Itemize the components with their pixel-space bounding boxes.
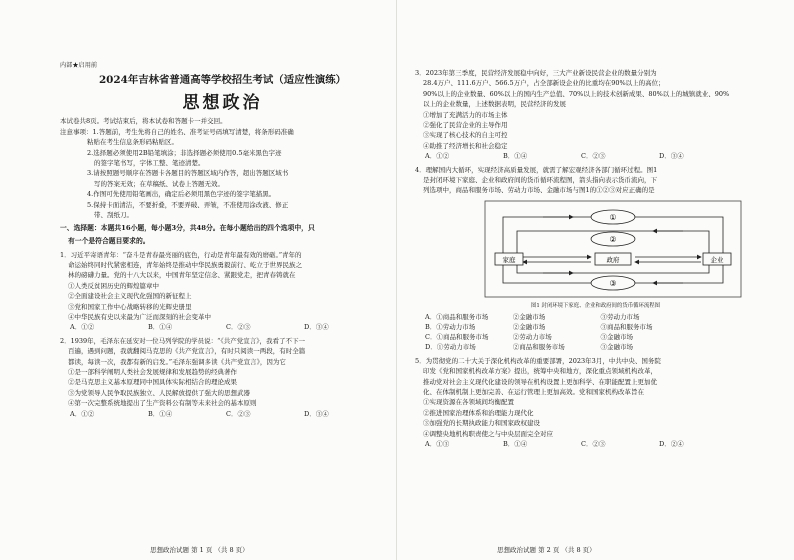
option-a-2: ②金融市场 bbox=[512, 312, 546, 321]
option-c-3: ③金融市场 bbox=[600, 333, 633, 342]
question-stem: 推动党对社会主义现代化建设的领导在机构设置上更加科学、在职能配置上更加优 bbox=[423, 377, 657, 386]
notice-line: 注意事项：1.答题前，考生先将自己的姓名、准考证号码填写清楚，将条形码准确 bbox=[60, 127, 294, 136]
answer-options bbox=[415, 439, 776, 449]
question-stem: 化、在体制机制上更加完善、在运行管理上更加高效。党和国家机构改革旨在 bbox=[423, 387, 644, 396]
enterprise-label: 企业 bbox=[710, 255, 724, 264]
notice-line: 写的答案无效；在草稿纸、试卷上答题无效。 bbox=[94, 179, 224, 188]
question-item: ③党和国家工作中心战略转移的光辉史册里 bbox=[68, 302, 192, 311]
question-item: ②全面建设社会主义现代化强国的新征程上 bbox=[68, 292, 192, 301]
option-c: C．②③ bbox=[226, 323, 251, 332]
option-b-3: ③商品和服务市场 bbox=[600, 323, 653, 332]
answer-options bbox=[60, 409, 385, 419]
option-d-2: ②商品和服务市场 bbox=[512, 343, 565, 352]
option-b: B．①④ bbox=[148, 323, 173, 332]
option-d: D．③④ bbox=[304, 323, 329, 332]
subject-title: 思想政治 bbox=[182, 93, 263, 114]
household-label: 家庭 bbox=[502, 255, 516, 264]
question-stem: 1．习近平寄语青年：“奋斗是青春最亮丽的底色，行动是青年最有效的磨砺。”青年的 bbox=[60, 250, 302, 259]
question-stem: 百遍，遇到问题，我就翻阅马克思的《共产党宣言》，有时只阅读一两段，有时全篇 bbox=[68, 347, 306, 356]
question-item: ①实现资源在各领域间均衡配置 bbox=[423, 398, 514, 407]
figure-caption: 图1 封闭环境下家庭、企业和政府间的货币循环流程图 bbox=[530, 302, 661, 309]
question-5 bbox=[415, 356, 776, 450]
question-stem: 是封闭环境下家庭、企业和政府间的货币循环流程图，箭头指向表示货币流向，下 bbox=[423, 176, 657, 185]
exam-intro: 本试卷共8页。考试结束后，将本试卷和答题卡一并交回。 bbox=[60, 117, 227, 126]
market-1-label: ① bbox=[609, 212, 617, 222]
answer-options bbox=[60, 322, 385, 332]
question-stem: 2．1939年，毛泽东在延安对一位马列学院的学员说：“《共产党宣言》，我看了不下一 bbox=[60, 336, 306, 345]
option-b: B．①④ bbox=[503, 439, 528, 448]
option-c-1: C．①商品和服务市场 bbox=[425, 333, 489, 342]
option-d: D．②④ bbox=[659, 439, 684, 448]
money-flow-svg bbox=[483, 199, 743, 299]
option-b: B．①④ bbox=[503, 152, 528, 161]
question-3 bbox=[415, 68, 776, 162]
question-item: ①是一部科学阐明人类社会发展规律和发展趋势的经典著作 bbox=[68, 367, 237, 376]
question-stem: 印发《党和国家机构改革方案》提出，统筹中央和地方，深化重点领域机构改革， bbox=[423, 367, 657, 376]
question-item: ②是马克思主义基本原理同中国具体实际相结合的理论成果 bbox=[68, 378, 237, 387]
government-label: 政府 bbox=[606, 255, 620, 264]
question-stem: 林的磅礴力量。党的十八大以来，中国青年坚定信念、紧跟党走，把青春铸就在 bbox=[68, 271, 296, 280]
question-stem: 4．理解国内大循环，实现经济高质量发展，就需了解宏观经济各部门循环过程。图1 bbox=[415, 165, 658, 174]
confidential-tag: 内部★启用前 bbox=[60, 62, 98, 69]
question-stem: 列选项中，商品和服务市场、劳动力市场、金融市场与图1的①②③对应正确的是 bbox=[423, 186, 655, 195]
question-2 bbox=[60, 336, 385, 419]
option-a-1: A．①商品和服务市场 bbox=[425, 312, 489, 321]
option-c: C．②③ bbox=[226, 409, 251, 418]
notice-block bbox=[60, 127, 385, 221]
notice-line: 2.选择题必须使用2B铅笔填涂；非选择题必须使用0.5毫米黑色字迹 bbox=[87, 148, 282, 157]
question-item: ④助推了经济增长和社会稳定 bbox=[423, 141, 508, 150]
notice-line: 3.请按照题号顺序在答题卡各题目的答题区域内作答，超出答题区域书 bbox=[87, 169, 289, 178]
option-c: C．②③ bbox=[581, 152, 606, 161]
notice-line: 4.作图可先使用铅笔画出，确定后必须用黑色字迹的签字笔描黑。 bbox=[87, 190, 276, 199]
section-heading: 一、选择题：本题共16小题，每小题3分，共48分。在每小题给出的四个选项中，只 bbox=[60, 223, 315, 232]
option-d-1: D．①劳动力市场 bbox=[425, 343, 476, 352]
question-item: ③加强党的长期执政能力和国家政权建设 bbox=[423, 419, 540, 428]
option-d-3: ③金融市场 bbox=[600, 343, 633, 352]
question-stem: 5．为贯彻党的二十大关于深化机构改革的重要部署，2023年3月，中共中央、国务院 bbox=[415, 356, 661, 365]
question-stem: 90%以上的企业数量、60%以上的国内生产总值、70%以上的技术创新成果、80%以上的城镇就业、90% bbox=[423, 89, 730, 98]
option-a: A．①② bbox=[70, 409, 95, 418]
question-item: ④第一次完整系统地提出了生产资料公有制等未来社会的基本原则 bbox=[68, 399, 257, 408]
question-stem: 28.4万户、111.6万户、566.5万户，占全部新设企业的比重均在90%以上的高位； bbox=[423, 79, 665, 88]
option-a: A．①② bbox=[425, 152, 450, 161]
notice-line: 带、刮纸刀。 bbox=[94, 211, 133, 220]
option-b-2: ②金融市场 bbox=[512, 323, 546, 332]
option-d: D．③④ bbox=[304, 409, 329, 418]
option-a-3: ③劳动力市场 bbox=[600, 312, 640, 321]
option-b: B．①④ bbox=[148, 409, 173, 418]
question-item: ④中华民族有史以来最为广泛而深刻的社会变革中 bbox=[68, 312, 211, 321]
answer-options bbox=[415, 312, 776, 353]
question-stem: 3．2023年第三季度，民营经济发展稳中向好，三大产业新设民营企业的数量分别为 bbox=[415, 69, 657, 77]
notice-line: 5.保持卡面清洁，不要折叠，不要弄破、弄皱，不准使用涂改液、修正 bbox=[87, 200, 289, 209]
question-stem: 以上的企业数量，上述数据表明，民营经济的发展 bbox=[423, 100, 566, 109]
market-3-label: ③ bbox=[609, 278, 617, 288]
exam-title: 2024年吉林省普通高等学校招生考试（适应性演练） bbox=[98, 74, 347, 87]
page-2-footer: 思想政治试题 第 2 页 （共 8 页） bbox=[497, 546, 596, 554]
question-item: ③实现了核心技术的自主可控 bbox=[423, 131, 508, 140]
question-item: ②推进国家治理体系和治理能力现代化 bbox=[423, 408, 534, 417]
answer-options bbox=[415, 151, 776, 161]
market-2-label: ② bbox=[609, 234, 617, 244]
exam-page-2 bbox=[397, 0, 794, 560]
option-a: A．①③ bbox=[425, 439, 450, 448]
question-item: ④调整央地机构职责使之与中央层面完全对应 bbox=[423, 429, 553, 438]
question-item: ③为党领导人民争取民族独立、人民解放提供了强大的思想武器 bbox=[68, 388, 250, 397]
option-c-2: ②劳动力市场 bbox=[512, 333, 552, 342]
page-1-footer: 思想政治试题 第 1 页 （共 8 页） bbox=[150, 546, 249, 554]
question-4 bbox=[415, 165, 776, 353]
question-item: ②强化了民营企业的主导作用 bbox=[423, 121, 508, 130]
option-b-1: B．①劳动力市场 bbox=[425, 323, 476, 332]
question-1 bbox=[60, 250, 385, 333]
notice-line: 的签字笔书写，字体工整、笔迹清楚。 bbox=[94, 159, 205, 168]
section-heading: 有一个是符合题目要求的。 bbox=[68, 236, 150, 245]
question-item: ①增加了充满活力的市场主体 bbox=[423, 110, 508, 119]
question-item: ①人类反贫困历史的辉煌篇章中 bbox=[68, 281, 159, 290]
question-stem: 命运始终同时代紧密相连，青年始终是推动中华民族勇毅前行、屹立于世界民族之 bbox=[68, 260, 302, 269]
option-d: D．③④ bbox=[659, 152, 684, 161]
notice-line: 粘贴在考生信息条形码粘贴区。 bbox=[87, 138, 178, 147]
question-stem: 都读，每读一次，我都有新的启发。”毛泽东强调多读《共产党宣言》，因为它 bbox=[68, 357, 286, 366]
option-c: C．②③ bbox=[581, 439, 606, 448]
option-a: A．①② bbox=[70, 323, 95, 332]
money-flow-diagram bbox=[483, 199, 743, 299]
